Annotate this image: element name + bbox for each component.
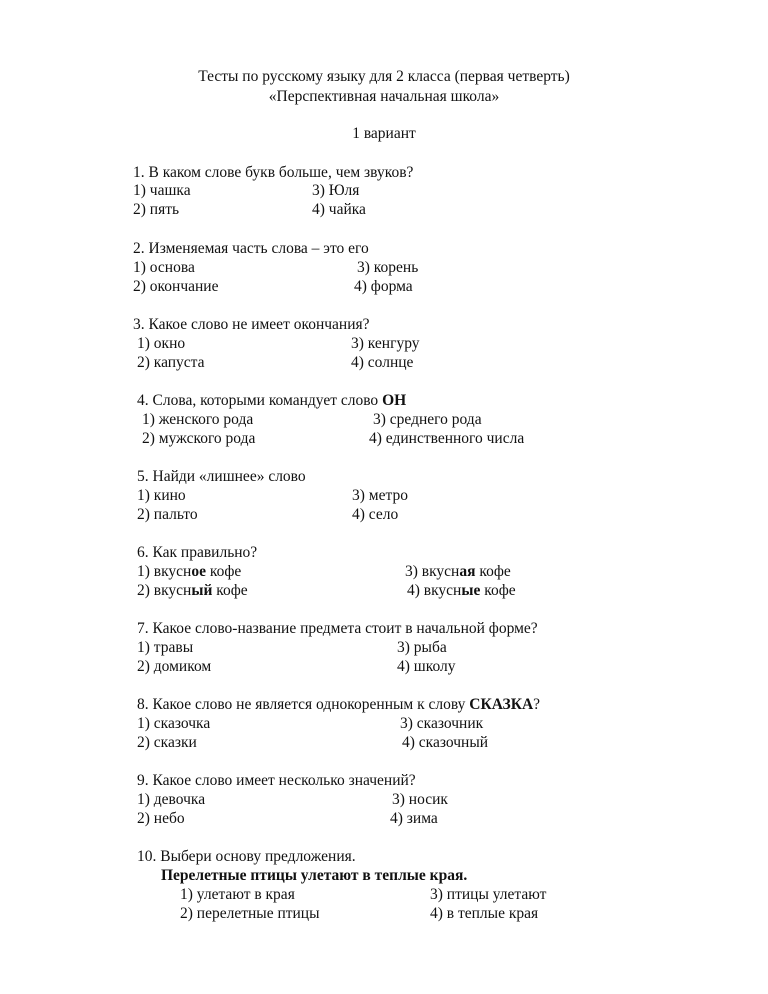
question-9: 9. Какое слово имеет несколько значений?: [137, 772, 416, 789]
q10-answer-3: 3) птицы улетают: [430, 886, 547, 903]
q8-answer-1: 1) сказочка: [137, 715, 211, 732]
question-5: 5. Найди «лишнее» слово: [137, 468, 306, 485]
question-10-sentence: Перелетные птицы улетают в теплые края.: [161, 867, 468, 884]
q4-answer-3: 3) среднего рода: [373, 411, 482, 428]
q7-answer-3: 3) рыба: [397, 639, 447, 656]
q6-answer-1: 1) вкусное кофе: [137, 563, 242, 580]
q3-answer-4: 4) солнце: [351, 354, 414, 371]
q2-answer-3: 3) корень: [357, 259, 419, 276]
q2-answer-1: 1) основа: [133, 259, 195, 276]
q1-answer-3: 3) Юля: [312, 182, 360, 199]
question-8: 8. Какое слово не является однокоренным к слову СКАЗКА?: [137, 696, 541, 713]
question-10: 10. Выбери основу предложения.: [137, 848, 356, 865]
title-line-1: Тесты по русскому языку для 2 класса (первая четверть): [198, 68, 570, 85]
question-4-text: 4. Слова, которыми командует слово: [137, 392, 383, 409]
q8-answer-3: 3) сказочник: [400, 715, 484, 732]
q8-answer-4: 4) сказочный: [402, 734, 489, 751]
q9-answer-4: 4) зима: [390, 810, 438, 827]
variant-label: 1 вариант: [352, 125, 416, 142]
question-8-bold-word: СКАЗКА: [469, 696, 534, 713]
question-6: 6. Как правильно?: [137, 544, 258, 561]
q3-answer-1: 1) окно: [137, 335, 186, 352]
title-line-2: «Перспективная начальная школа»: [268, 88, 500, 105]
question-3: 3. Какое слово не имеет окончания?: [133, 316, 370, 333]
q10-answer-4: 4) в теплые края: [430, 905, 539, 922]
q6-answer-2: 2) вкусный кофе: [137, 582, 248, 599]
q3-answer-2: 2) капуста: [137, 354, 205, 371]
q6-answer-3: 3) вкусная кофе: [405, 563, 511, 580]
question-4: [137, 392, 406, 410]
q2-answer-4: 4) форма: [354, 278, 413, 295]
q1-answer-4: 4) чайка: [312, 201, 366, 218]
question-2: 2. Изменяемая часть слова – это его: [133, 240, 369, 257]
q1-answer-1: 1) чашка: [133, 182, 191, 199]
q4-answer-1: 1) женского рода: [142, 411, 254, 428]
q10-answer-2: 2) перелетные птицы: [180, 905, 320, 922]
q3-answer-3: 3) кенгуру: [351, 335, 420, 352]
q5-answer-2: 2) пальто: [137, 506, 198, 523]
q5-answer-1: 1) кино: [137, 487, 186, 504]
question-4-bold-word: ОН: [382, 392, 407, 409]
q10-answer-1: 1) улетают в края: [180, 886, 295, 903]
q6-answer-4: 4) вкусные кофе: [407, 582, 516, 599]
q9-answer-2: 2) небо: [137, 810, 185, 827]
q5-answer-4: 4) село: [352, 506, 399, 523]
q2-answer-2: 2) окончание: [133, 278, 219, 295]
q8-answer-2: 2) сказки: [137, 734, 197, 751]
q7-answer-2: 2) домиком: [137, 658, 212, 675]
question-1: 1. В каком слове букв больше, чем звуков?: [133, 164, 414, 181]
q7-answer-1: 1) травы: [137, 639, 194, 656]
q1-answer-2: 2) пять: [133, 201, 180, 218]
question-8-text: 8. Какое слово не является однокоренным к слову: [137, 696, 470, 713]
q4-answer-4: 4) единственного числа: [369, 430, 525, 447]
q5-answer-3: 3) метро: [352, 487, 408, 504]
question-7: 7. Какое слово-название предмета стоит в начальной форме?: [137, 620, 538, 637]
q9-answer-1: 1) девочка: [137, 791, 206, 808]
q9-answer-3: 3) носик: [392, 791, 448, 808]
q4-answer-2: 2) мужского рода: [142, 430, 256, 447]
q7-answer-4: 4) школу: [397, 658, 456, 675]
